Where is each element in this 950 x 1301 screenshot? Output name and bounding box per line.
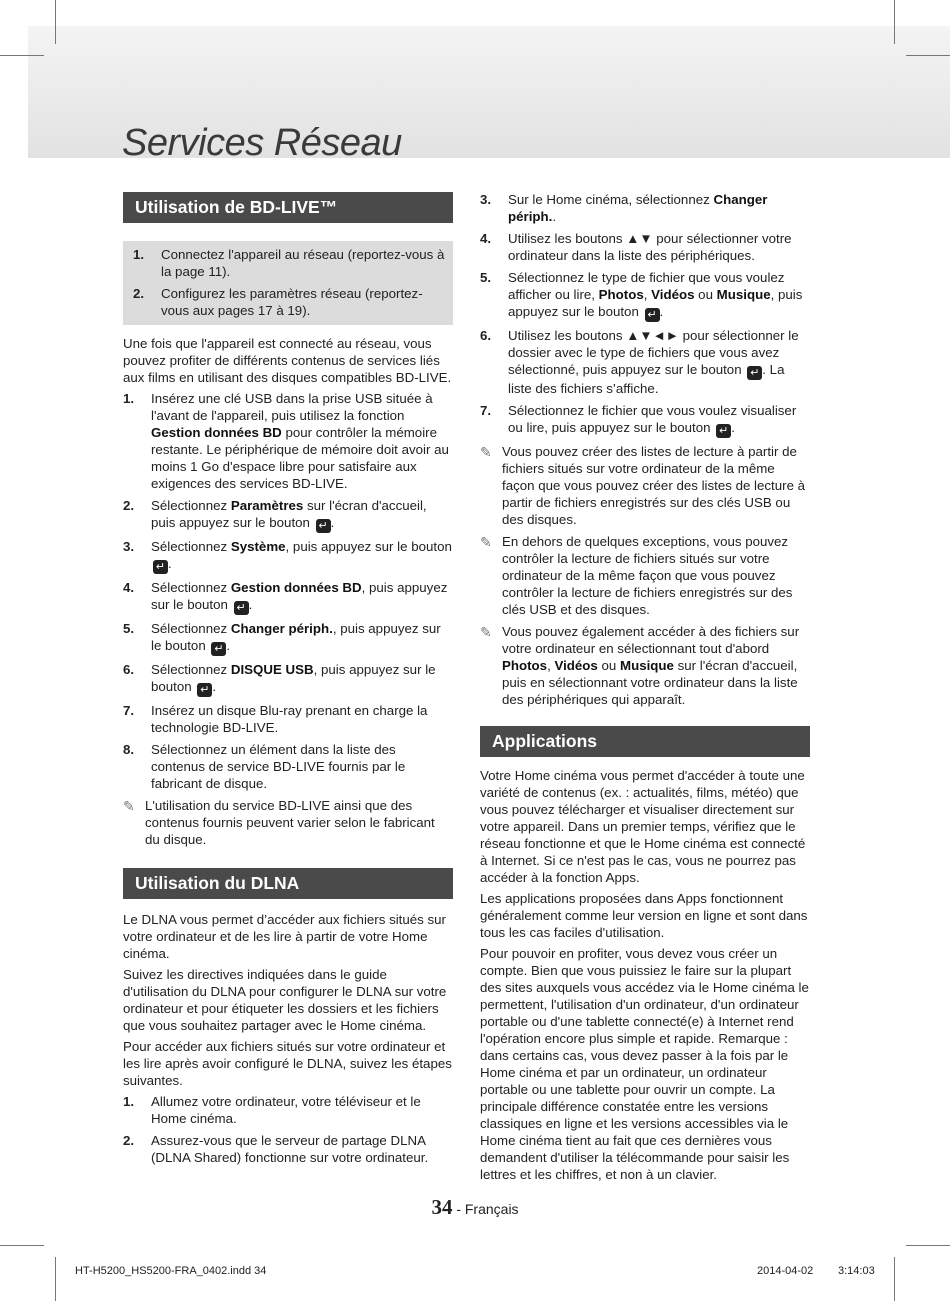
enter-button-icon: ↵ bbox=[645, 308, 660, 322]
list-item bbox=[133, 285, 445, 319]
step-number: 4. bbox=[480, 231, 492, 246]
step-number: 4. bbox=[123, 580, 135, 595]
page-language: - Français bbox=[452, 1201, 519, 1217]
note-bold: Musique bbox=[620, 658, 674, 673]
step-bold: Système bbox=[230, 539, 286, 554]
note bbox=[480, 533, 810, 618]
list-item: 5. Sélectionnez le type de fichier que vous voulez afficher ou lire, Photos, Vidéos ou Musique, puis appuyez sur le bouton ↵ . bbox=[480, 270, 803, 321]
step-number: 3. bbox=[123, 539, 135, 554]
dlna-steps bbox=[123, 1093, 453, 1166]
enter-button-icon: ↵ bbox=[316, 519, 331, 533]
crop-mark bbox=[55, 0, 56, 44]
step-text: . La liste des fichiers s’affiche. bbox=[508, 362, 785, 396]
step-bold: Musique bbox=[716, 287, 771, 302]
print-slug-date: 2014-04-02 bbox=[757, 1265, 814, 1277]
note-bold: Photos bbox=[502, 658, 548, 673]
list-item bbox=[123, 741, 453, 792]
step-text: , bbox=[643, 287, 652, 302]
step-number: 3. bbox=[480, 192, 492, 207]
enter-button-icon: ↵ bbox=[197, 683, 212, 697]
note-text: Vous pouvez créer des listes de lecture à partir de fichiers situés sur votre ordinateur de la même façon que vous pouvez créer des listes de lecture à partir de fichiers enregistrés sur des clés USB ou des disques. bbox=[502, 444, 806, 527]
step-bold: Changer périph. bbox=[230, 621, 333, 636]
crop-mark bbox=[906, 55, 950, 56]
list-item: 7. Sélectionnez le fichier que vous voulez visualiser ou lire, puis appuyez sur le bouton ↵ . bbox=[480, 403, 797, 437]
list-item: 5. Sélectionnez Changer périph., puis appuyez sur le bouton ↵ . bbox=[123, 621, 441, 655]
step-text: , puis appuyez sur le bouton bbox=[285, 539, 452, 554]
section-heading-applications: Applications bbox=[480, 726, 810, 757]
list-item bbox=[123, 1132, 453, 1166]
list-item bbox=[480, 327, 810, 397]
step-text: Sélectionnez bbox=[151, 539, 231, 554]
step-text: Configurez les paramètres réseau (reportez-vous aux pages 17 à 19). bbox=[161, 286, 423, 318]
section-heading-dlna: Utilisation du DLNA bbox=[123, 868, 453, 899]
step-number: 6. bbox=[480, 328, 492, 343]
step-text: , puis appuyez sur le bouton bbox=[508, 287, 803, 319]
list-item bbox=[123, 702, 453, 736]
list-item bbox=[123, 390, 453, 492]
apps-paragraph: Pour pouvoir en profiter, vous devez vous créer un compte. Bien que vous puissiez le faire sur la plupart des sites auxquels vous accédez via le Home cinéma le permettent, l'utilisation d'un ordinateur, d'un ordinateur portable ou d'une tablette connecté(e) à Internet rend l'opération encore plus simple et rapide. Remarque : dans certains cas, vous devez passer à la fois par le Home cinéma et par un ordinateur, un ordinateur portable ou une tablette pour ouvrir un compte. La principale différence constatée entre les versions classiques en ligne et les versions accessibles via le Home cinéma tient au fait que ces dernières vous demandent d'utiliser la télécommande pour saisir les lettres et les chiffres, et non à un clavier. bbox=[480, 946, 809, 1182]
left-column bbox=[123, 192, 453, 1171]
step-number: 7. bbox=[480, 403, 492, 418]
note-text: Vous pouvez également accéder à des fichiers sur votre ordinateur en sélectionnant tout d'abord bbox=[502, 624, 800, 656]
step-text: pour contrôler la mémoire restante. Le périphérique de mémoire doit avoir au moins 1 Go d'espace libre pour satisfaire aux exigences des services BD-LIVE. bbox=[151, 425, 449, 491]
pencil-note-icon: ✎ bbox=[480, 444, 492, 460]
note-bold: Vidéos bbox=[554, 658, 598, 673]
step-text: ou bbox=[694, 287, 717, 302]
step-text: Sélectionnez bbox=[151, 580, 231, 595]
dlna-paragraph: Le DLNA vous permet d’accéder aux fichiers situés sur votre ordinateur et de les lire à partir de votre Home cinéma. bbox=[123, 912, 446, 961]
crop-mark bbox=[0, 55, 44, 56]
pencil-note-icon: ✎ bbox=[480, 624, 492, 640]
step-number: 2. bbox=[133, 286, 145, 301]
step-number: 5. bbox=[480, 270, 492, 285]
page-footer bbox=[0, 1195, 950, 1220]
step-text: Sélectionnez bbox=[151, 662, 231, 677]
step-number: 1. bbox=[123, 1094, 135, 1109]
dlna-paragraph: Pour accéder aux fichiers situés sur votre ordinateur et les lire après avoir configuré le DLNA, suivez les étapes suivantes. bbox=[123, 1039, 452, 1088]
note bbox=[123, 797, 453, 848]
pencil-note-icon: ✎ bbox=[123, 798, 135, 814]
print-slug-file: HT-H5200_HS5200-FRA_0402.indd 34 bbox=[75, 1265, 267, 1277]
note-text: En dehors de quelques exceptions, vous pouvez contrôler la lecture de fichiers situés sur votre ordinateur de la même façon que vous pouvez contrôler la lecture de fichiers enregistrés sur des clés USB et des disques. bbox=[502, 534, 793, 617]
prerequisite-box bbox=[123, 241, 453, 325]
step-text: Allumez votre ordinateur, votre téléviseur et le Home cinéma. bbox=[151, 1094, 421, 1126]
step-text: Sélectionnez bbox=[151, 498, 231, 513]
note-text: , bbox=[547, 658, 555, 673]
step-bold: Changer périph. bbox=[508, 192, 768, 224]
step-text: Sélectionnez bbox=[151, 621, 231, 636]
list-item: 3. Sélectionnez Système, puis appuyez sur le bouton ↵ . bbox=[123, 539, 452, 573]
step-text: Sélectionnez le fichier que vous voulez visualiser ou lire, puis appuyez sur le bouton bbox=[508, 403, 797, 435]
pencil-note-icon: ✎ bbox=[480, 534, 492, 550]
step-number: 8. bbox=[123, 742, 135, 757]
enter-button-icon: ↵ bbox=[716, 424, 731, 438]
step-text: Utilisez les boutons ▲▼ pour sélectionner votre ordinateur dans la liste des périphériques. bbox=[508, 231, 792, 263]
crop-mark bbox=[55, 1257, 56, 1301]
note-text: ou bbox=[597, 658, 620, 673]
step-number: 2. bbox=[123, 1133, 135, 1148]
step-bold: Gestion données BD bbox=[151, 425, 282, 440]
page-title: Services Réseau bbox=[122, 122, 402, 164]
dlna-paragraph: Suivez les directives indiquées dans le guide d'utilisation du DLNA pour configurer le DLNA sur votre ordinateur et pour étiqueter les dossiers et les fichiers que vous souhaitez partager avec le Home cinéma. bbox=[123, 967, 447, 1033]
list-item: 4. Sélectionnez Gestion données BD, puis appuyez sur le bouton ↵ . bbox=[123, 580, 448, 614]
step-text: Utilisez les boutons ▲▼◄► pour sélectionner le dossier avec le type de fichiers que vous avez sélectionné, puis appuyez sur le bouton bbox=[508, 328, 799, 377]
page-number: 34 bbox=[431, 1195, 453, 1219]
step-text: Sur le Home cinéma, sélectionnez bbox=[508, 192, 714, 207]
step-bold: Paramètres bbox=[230, 498, 304, 513]
apps-paragraph: Les applications proposées dans Apps fonctionnent généralement comme leur version en ligne et sont dans tous les cas faciles d'utilisation. bbox=[480, 891, 808, 940]
step-number: 1. bbox=[133, 247, 145, 262]
step-number: 2. bbox=[123, 498, 135, 513]
print-slug-time: 3:14:03 bbox=[838, 1265, 875, 1277]
step-text: , puis appuyez sur le bouton bbox=[151, 580, 448, 612]
crop-mark bbox=[894, 1257, 895, 1301]
step-text: Insérez une clé USB dans la prise USB située à l'avant de l'appareil, puis utilisez la fonction bbox=[151, 391, 433, 423]
step-number: 1. bbox=[123, 391, 135, 406]
step-bold: Photos bbox=[598, 287, 644, 302]
bdlive-intro: Une fois que l'appareil est connecté au réseau, vous pouvez profiter de différents contenus de services liés aux films en utilisant des disques compatibles BD-LIVE. bbox=[123, 336, 452, 385]
step-bold: DISQUE USB bbox=[230, 662, 314, 677]
list-item bbox=[480, 191, 810, 225]
step-number: 5. bbox=[123, 621, 135, 636]
step-text: Insérez un disque Blu-ray prenant en charge la technologie BD-LIVE. bbox=[151, 703, 428, 735]
dlna-steps-continued bbox=[480, 191, 810, 438]
note-text: sur l'écran d'accueil, puis en sélectionnant votre ordinateur dans la liste des périphériques qui apparaît. bbox=[502, 658, 798, 707]
step-bold: Gestion données BD bbox=[230, 580, 362, 595]
step-bold: Vidéos bbox=[651, 287, 695, 302]
list-item bbox=[123, 1093, 453, 1127]
step-number: 7. bbox=[123, 703, 135, 718]
list-item: 2. Sélectionnez Paramètres sur l'écran d'accueil, puis appuyez sur le bouton ↵ . bbox=[123, 498, 427, 532]
step-number: 6. bbox=[123, 662, 135, 677]
list-item bbox=[133, 246, 445, 280]
right-column bbox=[480, 191, 810, 1187]
bdlive-steps bbox=[123, 390, 453, 792]
list-item bbox=[480, 230, 810, 264]
step-text: Assurez-vous que le serveur de partage DLNA (DLNA Shared) fonctionne sur votre ordinateur. bbox=[151, 1133, 429, 1165]
step-text: , puis appuyez sur le bouton bbox=[151, 621, 441, 653]
note-text: L'utilisation du service BD-LIVE ainsi que des contenus fournis peuvent varier selon le fabricant du disque. bbox=[145, 798, 435, 847]
step-text: Sélectionnez le type de fichier que vous voulez afficher ou lire, bbox=[508, 270, 785, 302]
step-text: , puis appuyez sur le bouton bbox=[151, 662, 436, 694]
step-text: sur l'écran d'accueil, puis appuyez sur le bouton bbox=[151, 498, 427, 530]
note bbox=[480, 443, 810, 528]
crop-mark bbox=[906, 1245, 950, 1246]
note bbox=[480, 623, 810, 708]
enter-button-icon: ↵ bbox=[747, 366, 762, 380]
list-item: 6. Sélectionnez DISQUE USB, puis appuyez sur le bouton ↵ . bbox=[123, 662, 436, 696]
enter-button-icon: ↵ bbox=[234, 601, 249, 615]
crop-mark bbox=[0, 1245, 44, 1246]
enter-button-icon: ↵ bbox=[153, 560, 168, 574]
crop-mark bbox=[894, 0, 895, 44]
step-text: . bbox=[552, 209, 557, 224]
enter-button-icon: ↵ bbox=[211, 642, 226, 656]
section-heading-bdlive: Utilisation de BD-LIVE™ bbox=[123, 192, 453, 223]
step-text: Connectez l'appareil au réseau (reportez-vous à la page 11). bbox=[161, 247, 445, 279]
apps-paragraph: Votre Home cinéma vous permet d'accéder à toute une variété de contenus (ex. : actualités, films, météo) que vous pouvez télécharger et visualiser directement sur votre appareil. Dans un premier temps, vérifiez que le réseau fonctionne et que le Home cinéma est connecté à Internet. Si ce n'est pas le cas, vous ne pourrez pas accéder à la fonction Apps. bbox=[480, 768, 806, 885]
step-text: Sélectionnez un élément dans la liste des contenus de service BD-LIVE fournis par le fabricant de disque. bbox=[151, 742, 406, 791]
